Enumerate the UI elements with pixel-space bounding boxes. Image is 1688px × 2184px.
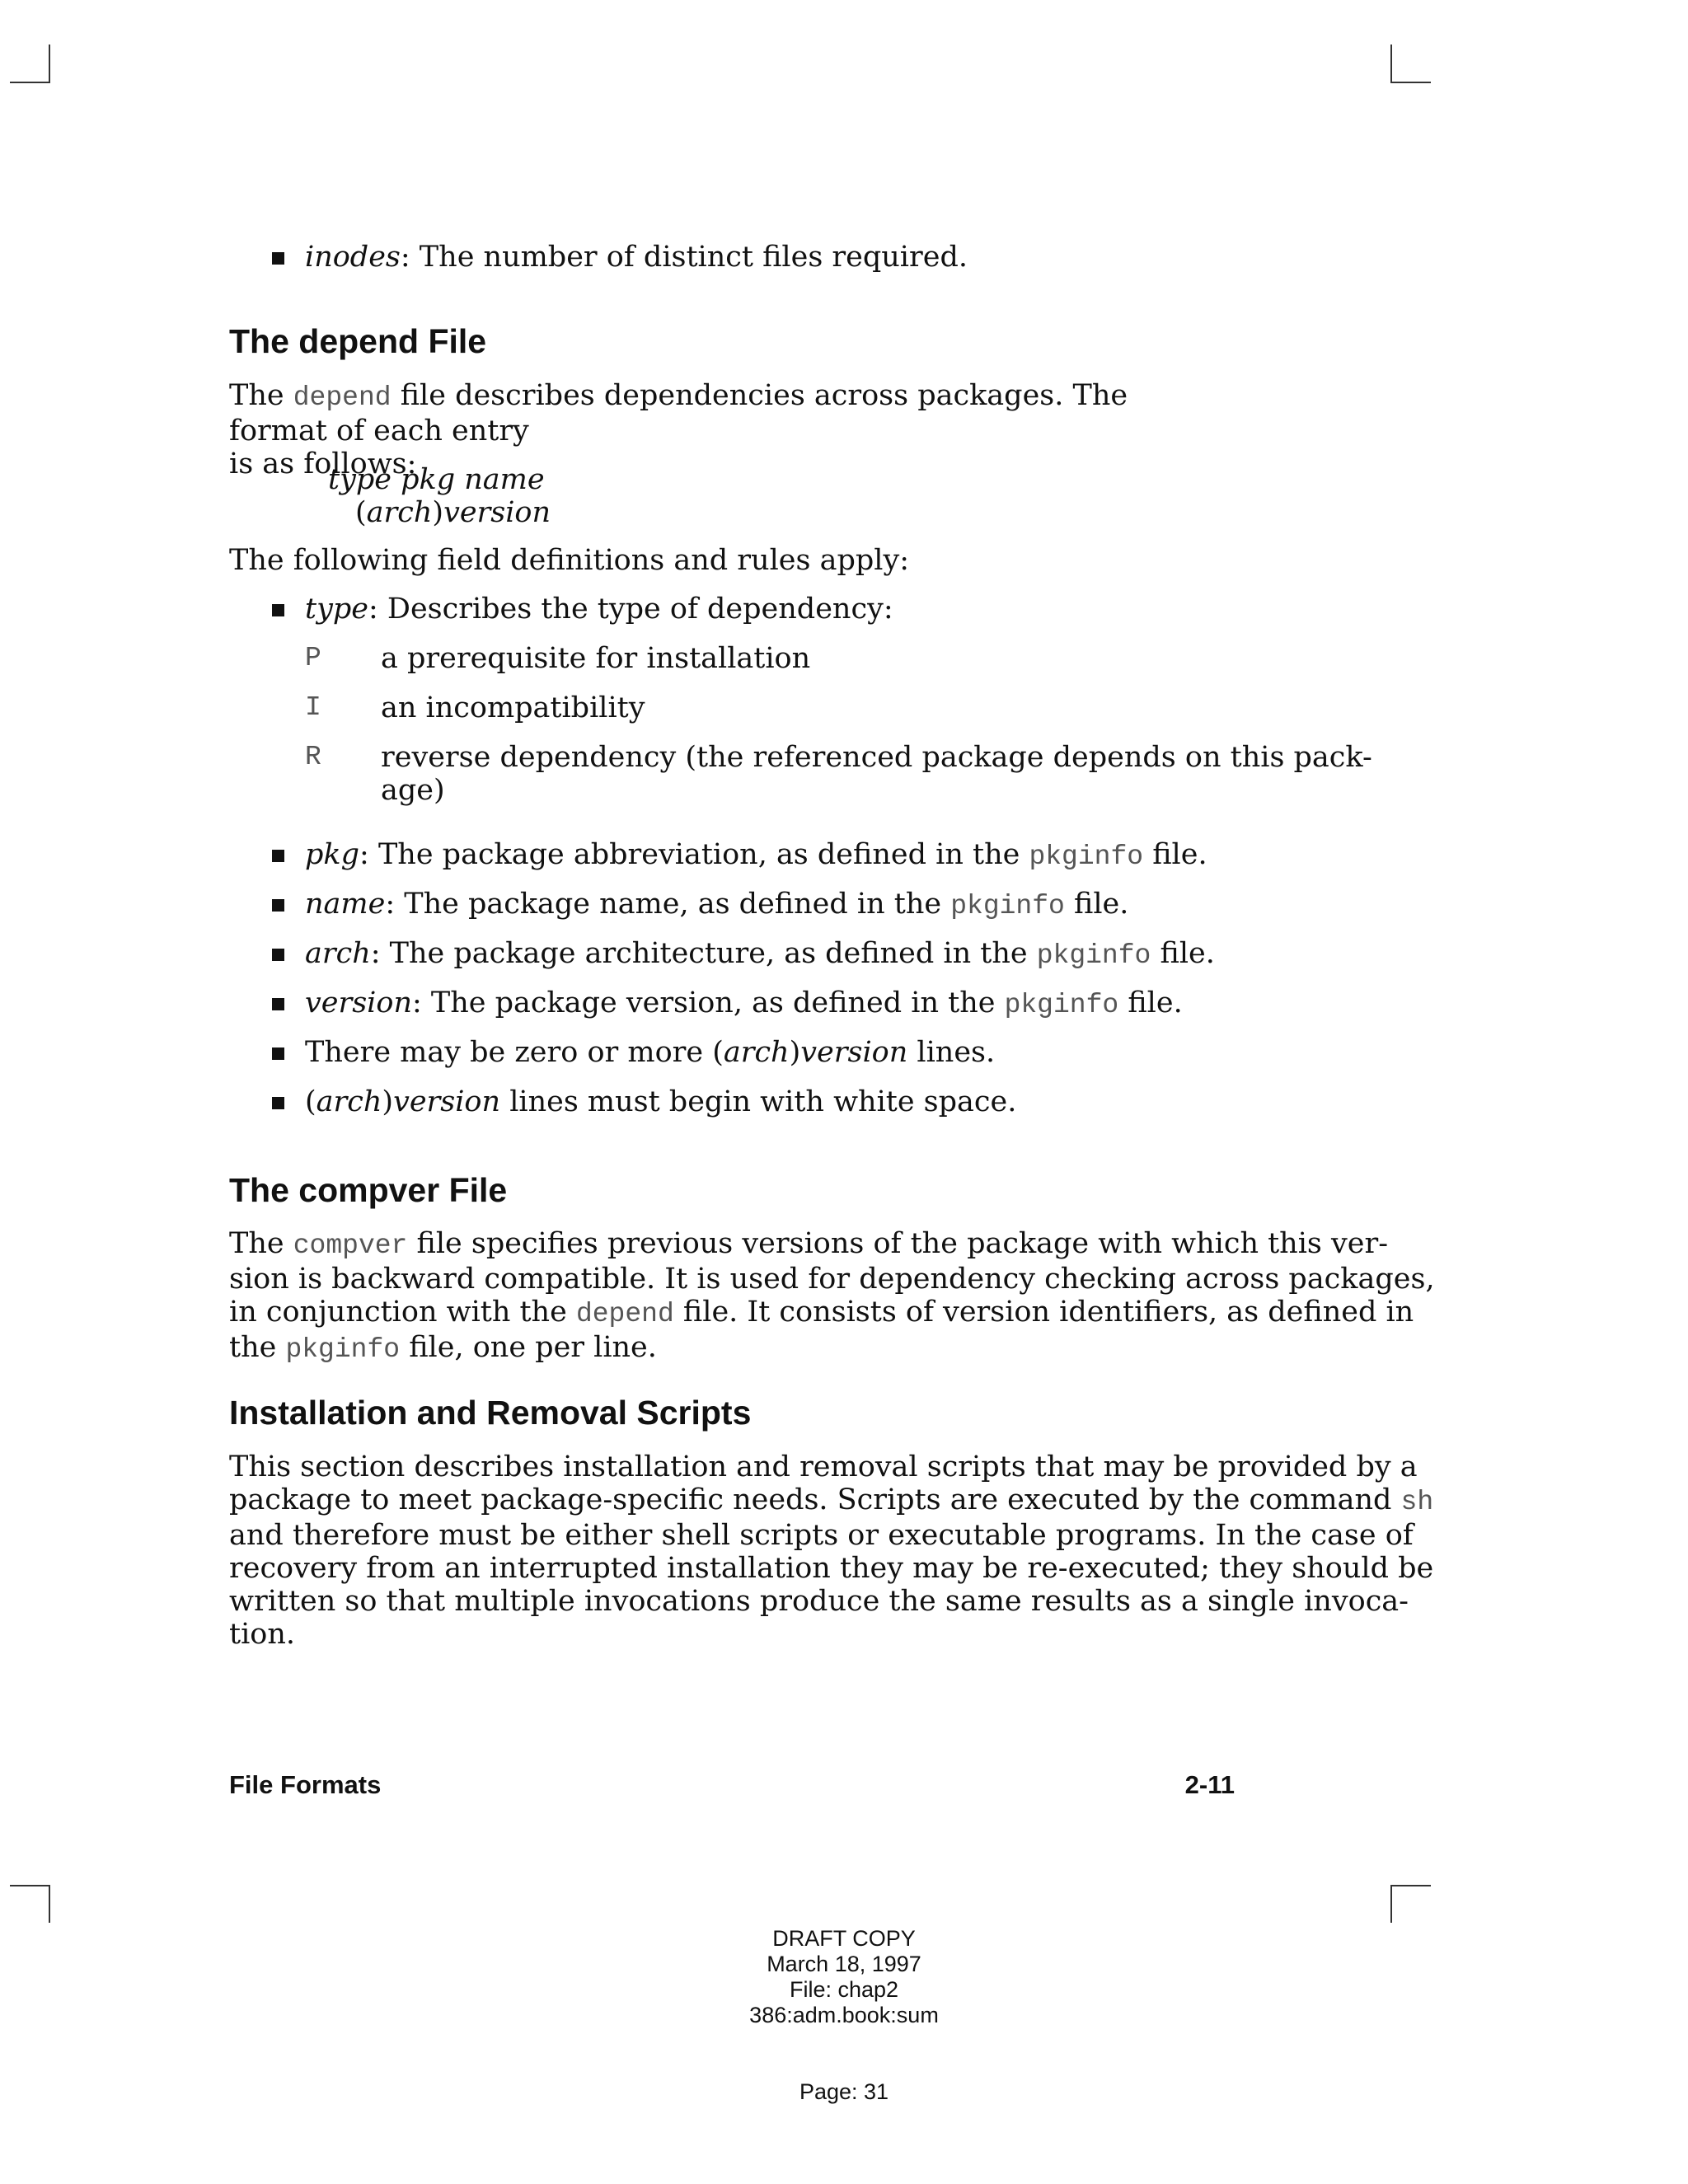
depend-intro: The depend file describes dependencies across packages. The format of each entry is as follows: xyxy=(229,379,1128,480)
footer-chapter-title: File Formats xyxy=(229,1770,382,1799)
crop-mark-bottom-right-v xyxy=(1390,1885,1392,1923)
heading-installation-removal-scripts: Installation and Removal Scripts xyxy=(229,1394,752,1432)
crop-mark-bottom-left-h xyxy=(10,1885,50,1886)
crop-mark-top-left-v xyxy=(49,45,50,82)
crop-mark-bottom-right-h xyxy=(1390,1885,1431,1886)
scripts-paragraph: This section describes installation and removal scripts that may be provided by a package to meet package-specific needs. Scripts are executed by the command sh and therefore must be either shell scripts or executable programs. In the case of recovery from an interrupted installation they may be re-executed; they should be written so that multiple invocations produce the same results as a single invoca- tion. xyxy=(229,1451,1434,1651)
bullet-square-icon xyxy=(272,899,284,912)
crop-mark-top-right-h xyxy=(1390,82,1431,83)
draft-copy-stamp: DRAFT COPY March 18, 1997 File: chap2 386:adm.book:sum xyxy=(749,1926,939,2027)
code-depend: depend xyxy=(293,382,392,413)
depend-entry-format: type pkg name (arch)version xyxy=(328,463,551,529)
footer-page-number: 2-11 xyxy=(1184,1770,1235,1799)
document-page: inodes: The number of distinct files required. The depend File The depend file describes dependencies across packages. The format of each entry is as follows: type pkg name (arch)version The following field definitions and rules apply: type: Describes the type of dependency: P a prerequisite for installation I an incompatibility R reverse dependency (the referenced package depends on this pack- age) pkg: The package abbreviation, as defined in the pkginfo file. name: The package name, as defined in the pkginfo file. arch: The package architecture, as defined in the pkginfo file. version: The package version, as defined in the pkginfo file. There may be zero or more (arch)version lines. (arch)version lines must begin with white space. The compver File The compver file specifies previous versions of the package with which this ver- sion is backward compatible. It is used for dependency checking across packages, in conjunction with the depend file. It consists of version identifiers, as defined in the pkginfo file, one per line. Installation and Removal Scripts This section describes installation and removal scripts that may be provided by a package to meet package-specific needs. Scripts are executed by the command sh and therefore must be either shell scripts or executable programs. In the case of recovery from an interrupted installation they may be re-executed; they should be written so that multiple invocations produce the same results as a single invoca- tion. File Formats 2-11 DRAFT COPY March 18, 1997 File: chap2 386:adm.book:sum Page: 31 xyxy=(0,0,1688,2184)
bullet-square-icon xyxy=(272,252,284,265)
crop-mark-top-right-v xyxy=(1390,45,1392,82)
page-counter: Page: 31 xyxy=(799,2079,889,2104)
term-inodes: inodes xyxy=(305,241,401,274)
compver-paragraph: The compver file specifies previous versions of the package with which this ver- sion is backward compatible. It is used for dependency checking across packages, in conjunction with the depend file. It consists of version identifiers, as defined in the pkginfo file, one per line. xyxy=(229,1227,1435,1365)
rules-intro: The following field definitions and rules apply: xyxy=(229,544,910,577)
bullet-square-icon xyxy=(272,850,284,862)
crop-mark-top-left-h xyxy=(10,82,50,83)
crop-mark-bottom-left-v xyxy=(49,1885,50,1923)
bullet-square-icon xyxy=(272,998,284,1010)
heading-depend-file: The depend File xyxy=(229,322,487,360)
bullet-square-icon xyxy=(272,604,284,616)
page-footer xyxy=(229,1770,1235,1800)
bullet-square-icon xyxy=(272,949,284,961)
heading-compver-file: The compver File xyxy=(229,1171,508,1209)
bullet-square-icon xyxy=(272,1097,284,1109)
bullet-square-icon xyxy=(272,1047,284,1060)
